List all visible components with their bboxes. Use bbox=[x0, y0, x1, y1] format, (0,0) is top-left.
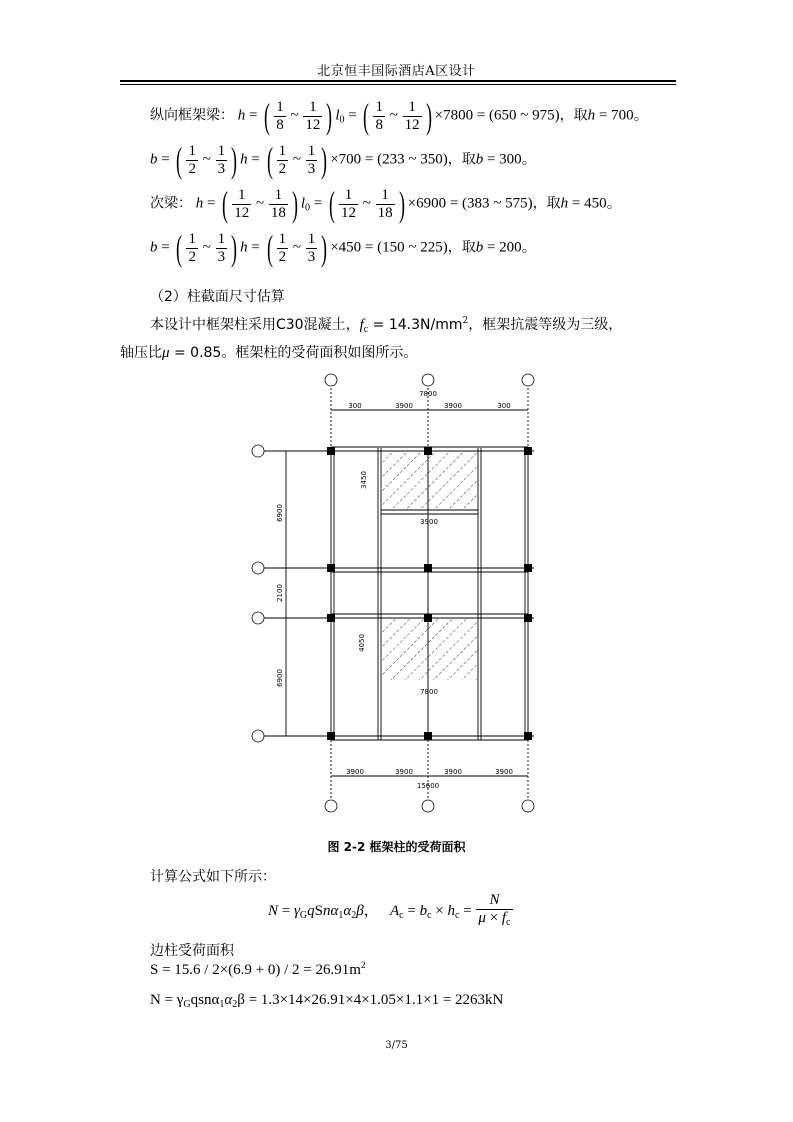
dim-top-2: 3900 bbox=[395, 402, 413, 410]
page-number: 3/75 bbox=[385, 1040, 408, 1051]
take-label: ，取 bbox=[447, 151, 476, 168]
header-rule-thin bbox=[120, 84, 676, 85]
longitudinal-label: 纵向框架梁： bbox=[150, 107, 234, 124]
dim-left-2: 2100 bbox=[276, 584, 284, 602]
para1-tail: ，框架抗震等级为三级， bbox=[468, 317, 623, 333]
secondary-h-value: = 450。 bbox=[571, 195, 622, 212]
long-b-value: = 300。 bbox=[486, 151, 537, 168]
label-inside-3: 4050 bbox=[358, 634, 366, 652]
formula-N-result: $N = \gamma_Gqsn\alpha_1\alpha_2\beta = 1.3\times 14\times 26.91\times 4\times 1.05\times 1.1\times 1 = 2263kN$ bbox=[150, 992, 504, 1010]
s-formula: S = 15.6 / 2×(6.9 + 0) / 2 = 26.91m bbox=[150, 962, 361, 978]
formula-N-and-Ac: $N = \gamma_GqSn\alpha_1\alpha_2\beta$， $A_c = b_c \times h_c$ = $\frac{N}{\mu \times f_c}$ bbox=[268, 892, 511, 928]
longitudinal-span: ×7800 = (650 ~ 975) bbox=[434, 107, 560, 124]
n-formula: N = γ bbox=[150, 992, 184, 1008]
grid-lines bbox=[264, 388, 534, 798]
paragraph-line-2: 轴压比μ = 0.85。框架柱的受荷面积如图所示。 bbox=[120, 345, 418, 361]
dim-bottom-2: 3900 bbox=[395, 768, 413, 776]
axis-bubbles-top bbox=[252, 374, 534, 812]
s-sup: 2 bbox=[360, 960, 366, 970]
dim-bottom-total: 15600 bbox=[416, 782, 440, 790]
dim-bottom-4: 3900 bbox=[495, 768, 513, 776]
dim-bottom-3: 3900 bbox=[444, 768, 462, 776]
dim-left-3: 6900 bbox=[276, 669, 284, 687]
dim-top-3: 3900 bbox=[444, 402, 462, 410]
sec-b-span: ×450 = (150 ~ 225) bbox=[330, 239, 448, 256]
take-label: ，取 bbox=[532, 195, 561, 212]
load-area-upper bbox=[381, 451, 478, 510]
take-label: ，取 bbox=[559, 107, 588, 124]
secondary-span: ×6900 = (383 ~ 575) bbox=[407, 195, 533, 212]
header-rule bbox=[120, 80, 676, 82]
sec-b-value: = 200。 bbox=[486, 239, 537, 256]
label-inside-4: 7800 bbox=[420, 688, 438, 696]
dim-top-4: 300 bbox=[497, 402, 511, 410]
take-label: ，取 bbox=[447, 239, 476, 256]
formula-longitudinal-h: 纵向框架梁： h = ( $\frac{1}{8}$ ~ $\frac{1}{12}$ ) $l_0$ = ( $\frac{1}{8}$ ~ $\frac{1}{12}$ ) ×7800 = (650 ~ 975)，取h = 700。 bbox=[150, 96, 649, 136]
dim-top-1: 300 bbox=[348, 402, 362, 410]
formula-longitudinal-b: b = ( $\frac{1}{2}$ ~ $\frac{1}{3}$ ) h = ( $\frac{1}{2}$ ~ $\frac{1}{3}$ ) ×700 = (233 ~ 350)，取b = 300。 bbox=[150, 140, 537, 180]
para2-lead: 轴压比 bbox=[120, 345, 162, 361]
paragraph-line-1: 本设计中框架柱采用C30混凝土，$f_c = 14.3N/mm^2$，框架抗震等级为三级， bbox=[150, 316, 623, 335]
label-inside-2: 3900 bbox=[420, 518, 438, 526]
edge-column-label: 边柱受荷面积 bbox=[150, 943, 234, 959]
formula-S bbox=[150, 960, 365, 979]
n-tail: qsnα bbox=[190, 992, 220, 1008]
label-inside-1: 3450 bbox=[360, 471, 368, 489]
column-load-area-figure bbox=[236, 368, 556, 828]
fc-value: = 14.3N/mm bbox=[372, 317, 463, 333]
secondary-label: 次梁： bbox=[150, 195, 192, 212]
long-b-span: ×700 = (233 ~ 350) bbox=[330, 151, 448, 168]
formula-secondary-b: b = ( $\frac{1}{2}$ ~ $\frac{1}{3}$ ) h = ( $\frac{1}{2}$ ~ $\frac{1}{3}$ ) ×450 = (150 ~ 225)，取b = 200。 bbox=[150, 228, 537, 268]
para2-tail: 。框架柱的受荷面积如图所示。 bbox=[221, 345, 418, 361]
section-heading: （2）柱截面尺寸估算 bbox=[150, 289, 285, 305]
load-area-lower bbox=[381, 618, 478, 680]
para1-text: 本设计中框架柱采用C30混凝土， bbox=[150, 317, 360, 333]
calc-intro: 计算公式如下所示： bbox=[150, 869, 276, 885]
structural-plan-drawing bbox=[236, 368, 556, 828]
dim-top-total: 7800 bbox=[419, 390, 437, 398]
dim-left-1: 6900 bbox=[276, 504, 284, 522]
dim-bottom-1: 3900 bbox=[346, 768, 364, 776]
running-header: 北京恒丰国际酒店A区设计 bbox=[317, 64, 476, 79]
mu-value: = 0.85 bbox=[173, 345, 222, 361]
figure-caption: 图 2-2 框架柱的受荷面积 bbox=[327, 840, 466, 854]
fc-sup: 2 bbox=[462, 316, 469, 326]
longitudinal-h-value: = 700。 bbox=[598, 107, 649, 124]
formula-secondary-h: 次梁： h = ( $\frac{1}{12}$ ~ $\frac{1}{18}$ ) $l_0$ = ( $\frac{1}{12}$ ~ $\frac{1}{18}$ ) ×6900 = (383 ~ 575)，取h = 450。 bbox=[150, 184, 622, 224]
n-result: β = 1.3×14×26.91×4×1.05×1.1×1 = 2263kN bbox=[237, 992, 504, 1008]
